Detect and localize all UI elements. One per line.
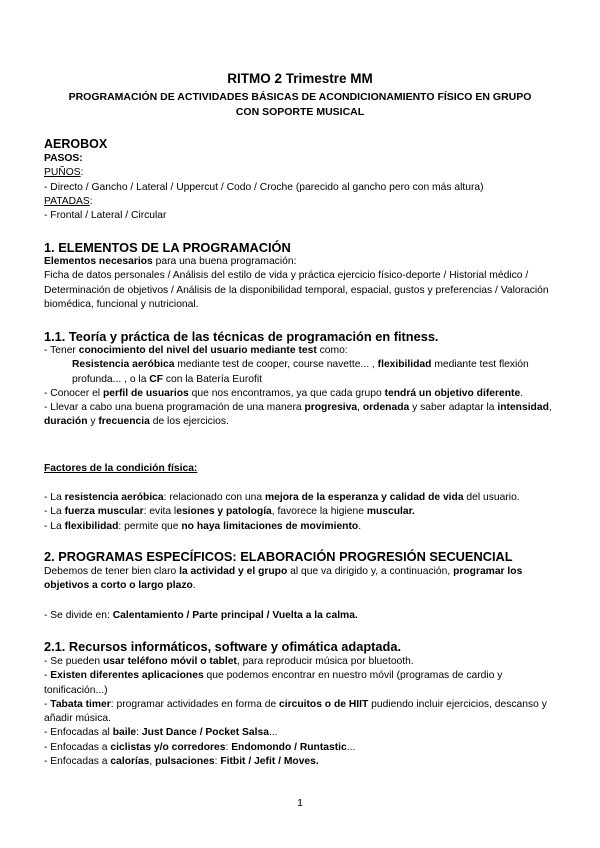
punos-list: - Directo / Gancho / Lateral / Uppercut / Codo / Croche (parecido al gancho pero con más altura) — [44, 181, 484, 193]
section-1-1-heading: 1.1. Teoría y práctica de las técnicas de programación en fitness. — [44, 329, 439, 344]
section-1-1-body — [44, 344, 560, 430]
s11-indented-item: Resistencia aeróbica mediante test de cooper, course navette... , flexibilidad mediante test flexión profunda... , o la CF con la Batería Eurofit — [72, 359, 529, 385]
pasos-label: PASOS: — [44, 153, 83, 164]
resource-4: - Enfocadas al baile: Just Dance / Pocket Salsa... — [44, 727, 278, 739]
s2-division: - Se divide en: Calentamiento / Parte principal / Vuelta a la calma. — [44, 610, 358, 621]
s1-lead-rest: para una buena programación: — [152, 256, 297, 267]
patadas-list: - Frontal / Lateral / Circular — [44, 210, 167, 222]
resource-2: - Existen diferentes aplicaciones que podemos encontrar en nuestro móvil (programas de cardio y tonificación...) — [44, 670, 503, 696]
factores-list — [44, 491, 560, 534]
s11-line-2: - Conocer el perfil de usuarios que nos encontramos, ya que cada grupo tendrá un objetivo diferente. — [44, 387, 524, 399]
section-2-1-list — [44, 655, 560, 769]
s2-paragraph: Debemos de tener bien claro la actividad y el grupo al que va dirigido y, a continuación, programar los objetivos a corto o largo plazo. — [44, 566, 523, 592]
document-subtitle: PROGRAMACIÓN DE ACTIVIDADES BÁSICAS DE ACONDICIONAMIENTO FÍSICO EN GRUPO CON SOPORTE MUSICAL — [68, 91, 532, 118]
patadas-colon: : — [89, 195, 93, 207]
resource-6: - Enfocadas a calorías, pulsaciones: Fitbit / Jefit / Moves. — [44, 756, 319, 768]
section-1-body — [44, 255, 560, 312]
s1-paragraph: Ficha de datos personales / Análisis del estilo de vida y práctica ejercicio físico-deporte / Historial médico / Determinación de objetivos / Análisis de la disponibilidad temporal, espacial, gustos y preferencias / Valoración biomédica, funcional y nutricional. — [44, 270, 549, 310]
aerobox-heading: AEROBOX — [44, 137, 108, 151]
section-2-1-heading: 2.1. Recursos informáticos, software y ofimática adaptada. — [44, 639, 402, 654]
resource-1: - Se pueden usar teléfono móvil o tablet, para reproducir música por bluetooth. — [44, 656, 414, 667]
resource-3: - Tabata timer: programar actividades en forma de circuitos o de HIIT pudiendo incluir ejercicios, descanso y añadir música. — [44, 698, 547, 725]
factores-heading: Factores de la condición física: — [44, 463, 198, 474]
section-1-heading: 1. ELEMENTOS DE LA PROGRAMACIÓN — [44, 240, 291, 255]
punos-label: PUÑOS — [44, 167, 81, 179]
factor-1: - La resistencia aeróbica: relacionado con una mejora de la esperanza y calidad de vida del usuario. — [44, 492, 520, 503]
factor-2: - La fuerza muscular: evita lesiones y patología, favorece la higiene muscular. — [44, 506, 415, 518]
punos-colon: : — [80, 167, 84, 179]
aerobox-block — [44, 152, 560, 223]
s11-line-1: - Tener conocimiento del nivel del usuario mediante test como: — [44, 345, 348, 356]
section-2-body — [44, 565, 560, 594]
section-2-heading: 2. PROGRAMAS ESPECÍFICOS: ELABORACIÓN PROGRESIÓN SECUENCIAL — [44, 549, 513, 564]
s1-lead-bold: Elementos necesarios — [44, 256, 153, 267]
patadas-label: PATADAS — [44, 195, 90, 207]
page-number: 1 — [297, 797, 303, 809]
factor-3: - La flexibilidad: permite que no haya limitaciones de movimiento. — [44, 520, 362, 532]
resource-5: - Enfocadas a ciclistas y/o corredores: Endomondo / Runtastic... — [44, 741, 356, 753]
document-title: RITMO 2 Trimestre MM — [227, 71, 373, 86]
s11-line-3: - Llevar a cabo una buena programación de una manera progresiva, ordenada y saber adaptar la intensidad, duración y frecuencia de los ejercicios. — [44, 402, 552, 428]
